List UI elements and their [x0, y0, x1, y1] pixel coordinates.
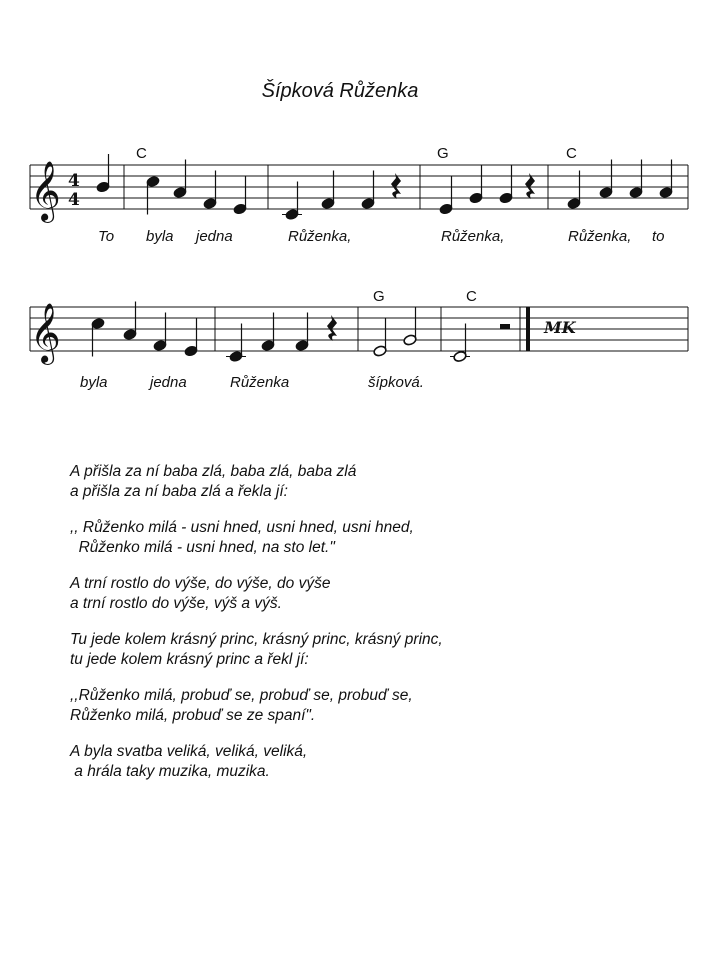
- verse-stanza: [70, 462, 670, 502]
- quarter-rest: [391, 173, 401, 199]
- verse-line: a trní rostlo do výše, výš a výš.: [70, 595, 282, 612]
- verse-line: A přišla za ní baba zlá, baba zlá, baba zlá: [70, 463, 357, 480]
- time-signature-bottom: 4: [68, 190, 80, 210]
- verse-stanza: [70, 518, 670, 558]
- verse-line: a přišla za ní baba zlá a řekla jí:: [70, 483, 288, 500]
- song-title: Šípková Růženka: [261, 80, 419, 102]
- verses: [70, 462, 670, 798]
- lyric-word: jedna: [150, 374, 187, 391]
- chord-symbol: C: [136, 145, 147, 162]
- verse-line: Tu jede kolem krásný princ, krásný princ, krásný princ,: [70, 631, 443, 648]
- verse-line: ,,Růženko milá, probuď se, probuď se, probuď se,: [70, 687, 413, 704]
- lyric-word: jedna: [196, 228, 233, 245]
- quarter-note: [469, 165, 483, 204]
- treble-clef-icon: 𝄞: [30, 161, 61, 221]
- half-note: [403, 307, 417, 346]
- chord-symbol: G: [373, 288, 385, 305]
- quarter-note: [96, 154, 110, 193]
- half-note: [373, 318, 387, 357]
- quarter-note: [499, 165, 513, 204]
- verse-line: ,, Růženko milá - usni hned, usni hned, usni hned,: [70, 519, 414, 536]
- verse-line: tu jede kolem krásný princ a řekl jí:: [70, 651, 309, 668]
- music-score: [0, 0, 720, 420]
- verse-stanza: [70, 742, 670, 782]
- verse-stanza: [70, 630, 670, 670]
- lyric-word: To: [98, 228, 115, 245]
- verse-line: a hrála taky muzika, muzika.: [70, 763, 270, 780]
- lyric-word: Růženka,: [441, 228, 505, 245]
- final-barline: [526, 307, 530, 351]
- chord-symbol: C: [566, 145, 577, 162]
- quarter-note: [184, 318, 198, 357]
- chord-symbol: C: [466, 288, 477, 305]
- quarter-note: [439, 176, 453, 215]
- quarter-rest: [327, 315, 337, 341]
- lyric-word: byla: [146, 228, 174, 245]
- treble-clef-icon: 𝄞: [30, 303, 61, 363]
- verse-line: Růženko milá - usni hned, na sto let.": [70, 539, 335, 556]
- author-signature: MK: [544, 318, 576, 337]
- verse-line: A byla svatba veliká, veliká, veliká,: [70, 743, 308, 760]
- notes-system-2: [91, 302, 510, 363]
- verse-line: A trní rostlo do výše, do výše, do výše: [70, 575, 331, 592]
- lyric-word: šípková.: [368, 374, 424, 391]
- staff-system-2: [30, 288, 688, 391]
- verse-stanza: [70, 574, 670, 614]
- time-signature-top: 4: [68, 171, 80, 191]
- staff-system-1: [30, 145, 688, 245]
- quarter-note: [233, 176, 247, 215]
- lyric-word: Růženka,: [568, 228, 632, 245]
- lyric-word: to: [652, 228, 665, 245]
- half-rest: [500, 324, 510, 329]
- lyric-word: Růženka: [230, 374, 290, 391]
- quarter-rest: [525, 173, 535, 199]
- verse-stanza: [70, 686, 670, 726]
- chord-symbol: G: [437, 145, 449, 162]
- verse-line: Růženko milá, probuď se ze spaní".: [70, 707, 316, 724]
- lyric-word: byla: [80, 374, 108, 391]
- lyric-word: Růženka,: [288, 228, 352, 245]
